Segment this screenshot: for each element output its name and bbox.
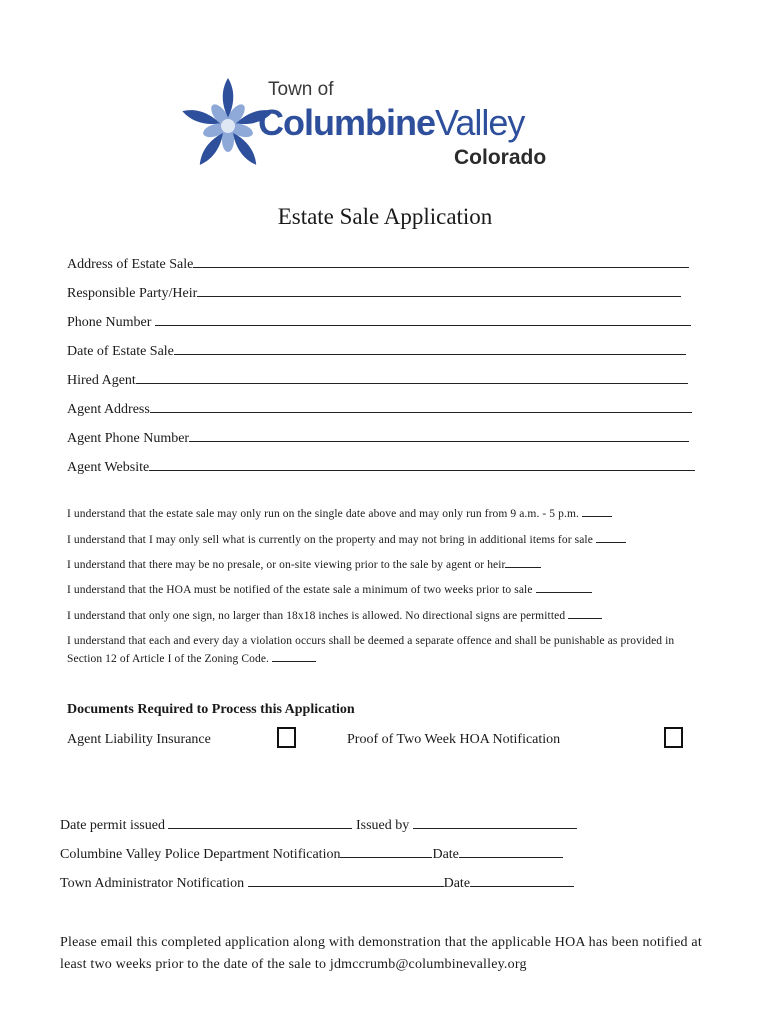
police-date-label: Date: [432, 847, 459, 862]
hired-agent-line[interactable]: [136, 371, 688, 384]
ack-item: [67, 557, 541, 571]
admin-notification-label: Town Administrator Notification: [60, 876, 245, 891]
ack-item: [67, 608, 602, 622]
permit-issued-label: Date permit issued: [60, 818, 165, 833]
address-label: Address of Estate Sale: [67, 257, 194, 272]
address-line[interactable]: [193, 255, 689, 268]
permit-issued-line[interactable]: [168, 816, 352, 829]
admin-date-label: Date: [443, 876, 471, 891]
hoa-notification-label: Proof of Two Week HOA Notification: [347, 732, 561, 747]
logo-town-text: Town of: [268, 79, 334, 100]
police-notification-label: Columbine Valley Police Department Notification: [60, 847, 341, 862]
date-field[interactable]: [67, 342, 686, 360]
hoa-notification-checkbox[interactable]: [664, 727, 683, 748]
police-date-line[interactable]: [459, 845, 563, 858]
logo-name-bold: Columbine: [258, 102, 435, 143]
admin-date-line[interactable]: [470, 874, 574, 887]
agent-website-label: Agent Website: [67, 460, 150, 475]
ack-text: I understand that the estate sale may only run on the single date above and may only run from 9 a.m. - 5 p.m.: [67, 508, 579, 520]
date-label: Date of Estate Sale: [67, 344, 174, 359]
ack-item: [67, 582, 592, 596]
documents-heading: Documents Required to Process this Application: [67, 702, 355, 717]
ack-text: I understand that I may only sell what is currently on the property and may not bring in additional items for sale: [67, 534, 593, 546]
logo-name-light: Valley: [435, 102, 525, 143]
ack-text: I understand that there may be no presale, or on-site viewing prior to the sale by agent or heir: [67, 559, 506, 571]
ack-item: [67, 532, 626, 546]
agent-phone-label: Agent Phone Number: [67, 431, 190, 446]
ack-initial-line[interactable]: [536, 582, 592, 593]
issued-by-line[interactable]: [413, 816, 577, 829]
phone-line[interactable]: [155, 313, 691, 326]
police-notification-line[interactable]: [340, 845, 432, 858]
ack-text: I understand that each and every day a violation occurs shall be deemed a separate offence and shall be punishable as provided in Section 12 of Article I of the Zoning Code.: [67, 635, 675, 665]
agent-address-field[interactable]: [67, 400, 692, 418]
logo-town-name: [258, 102, 524, 144]
page-title: Estate Sale Application: [277, 204, 493, 229]
admin-notification-row: [60, 874, 574, 892]
hired-agent-field[interactable]: [67, 371, 688, 389]
submission-instructions: Please email this completed application along with demonstration that the applicable HOA has been notified at least two weeks prior to the date of the sale to jdmccrumb@columbinevalley.org: [60, 935, 702, 972]
ack-initial-line[interactable]: [596, 532, 626, 543]
ack-item: [67, 506, 612, 520]
responsible-party-field[interactable]: [67, 284, 681, 302]
agent-website-line[interactable]: [149, 458, 695, 471]
ack-initial-line[interactable]: [272, 651, 316, 662]
ack-text: I understand that only one sign, no larger than 18x18 inches is allowed. No directional signs are permitted: [67, 610, 566, 622]
phone-field[interactable]: [67, 313, 691, 331]
logo-state-text: Colorado: [454, 146, 547, 169]
permit-issued-row: [60, 816, 577, 834]
agent-address-line[interactable]: [150, 400, 692, 413]
agent-website-field[interactable]: [67, 458, 695, 476]
agent-address-label: Agent Address: [67, 402, 150, 417]
responsible-party-label: Responsible Party/Heir: [67, 286, 198, 301]
agent-phone-field[interactable]: [67, 429, 689, 447]
ack-initial-line[interactable]: [582, 506, 612, 517]
ack-initial-line[interactable]: [568, 608, 602, 619]
hired-agent-label: Hired Agent: [67, 373, 136, 388]
ack-initial-line[interactable]: [505, 557, 541, 568]
phone-label: Phone Number: [67, 315, 152, 330]
ack-text: I understand that the HOA must be notified of the estate sale a minimum of two weeks prior to sale: [67, 584, 533, 596]
town-logo: [178, 76, 618, 176]
police-notification-row: [60, 845, 563, 863]
ack-item: [67, 632, 707, 668]
admin-notification-line[interactable]: [248, 874, 444, 887]
address-field[interactable]: [67, 255, 689, 273]
responsible-party-line[interactable]: [197, 284, 681, 297]
liability-insurance-checkbox[interactable]: [277, 727, 296, 748]
issued-by-label: Issued by: [355, 818, 410, 833]
liability-insurance-label: Agent Liability Insurance: [67, 732, 211, 747]
agent-phone-line[interactable]: [189, 429, 689, 442]
date-line[interactable]: [174, 342, 686, 355]
